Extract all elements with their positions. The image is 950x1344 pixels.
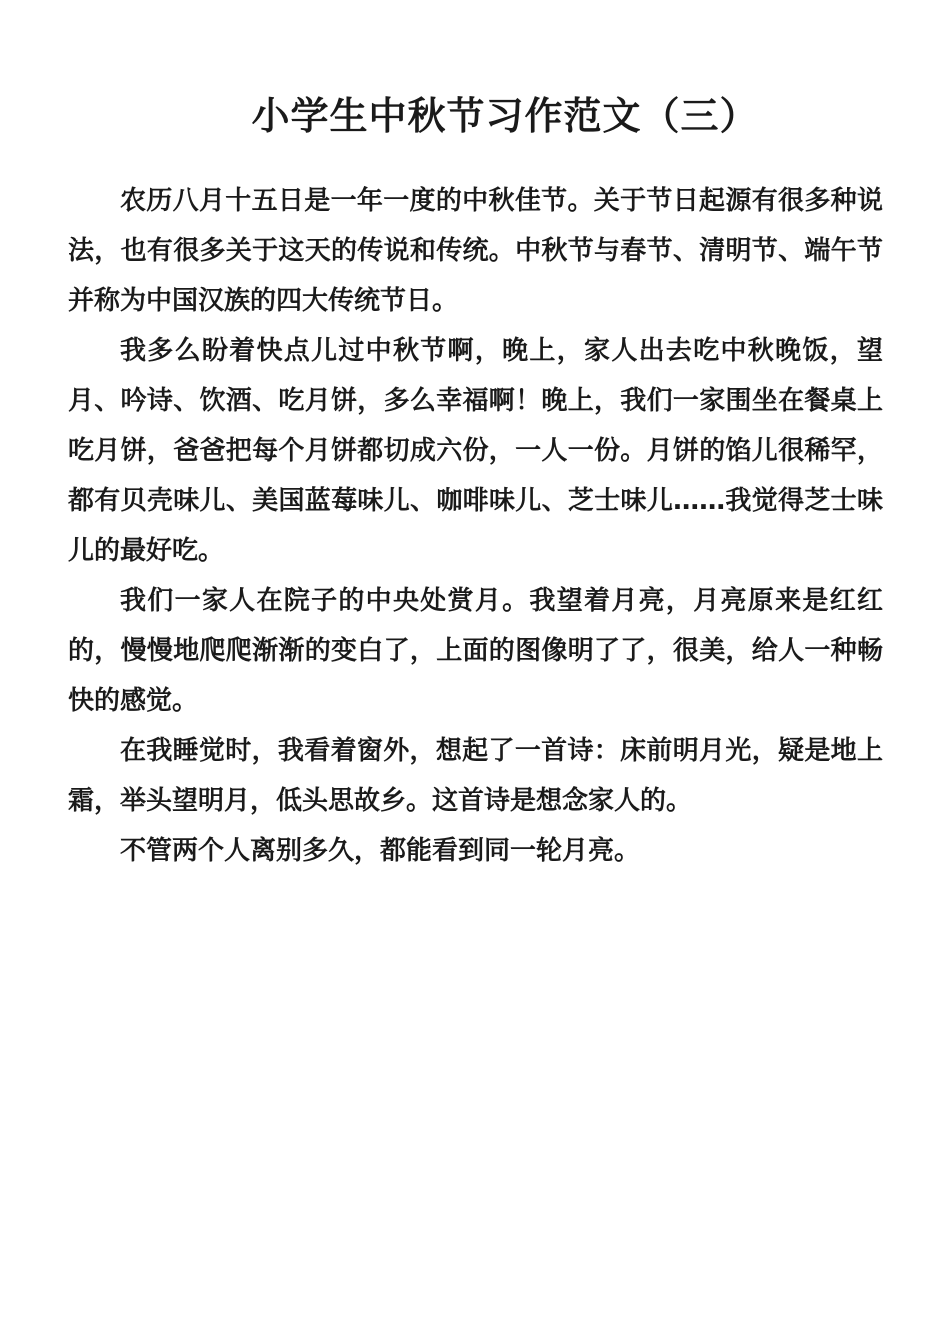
document-title: 小学生中秋节习作范文（三） [251, 94, 759, 138]
paragraph: 在我睡觉时，我看着窗外，想起了一首诗：床前明月光，疑是地上霜，举头望明月，低头思故乡。这首诗是想念家人的。 [68, 736, 883, 816]
paragraph: 不管两个人离别多久，都能看到同一轮月亮。 [120, 836, 641, 866]
paragraph: 农历八月十五日是一年一度的中秋佳节。关于节日起源有很多种说法，也有很多关于这天的传说和传统。中秋节与春节、清明节、端午节并称为中国汉族的四大传统节日。 [68, 186, 883, 316]
paragraph: 我多么盼着快点儿过中秋节啊，晚上，家人出去吃中秋晚饭，望月、吟诗、饮酒、吃月饼，多么幸福啊！晚上，我们一家围坐在餐桌上吃月饼，爸爸把每个月饼都切成六份，一人一份。月饼的馅儿很稀罕，都有贝壳味儿、美国蓝莓味儿、咖啡味儿、芝士味儿……我觉得芝士味儿的最好吃。 [68, 336, 883, 566]
document-body [68, 176, 883, 876]
paragraph: 我们一家人在院子的中央处赏月。我望着月亮，月亮原来是红红的，慢慢地爬爬渐渐的变白了，上面的图像明了了，很美，给人一种畅快的感觉。 [68, 586, 883, 716]
